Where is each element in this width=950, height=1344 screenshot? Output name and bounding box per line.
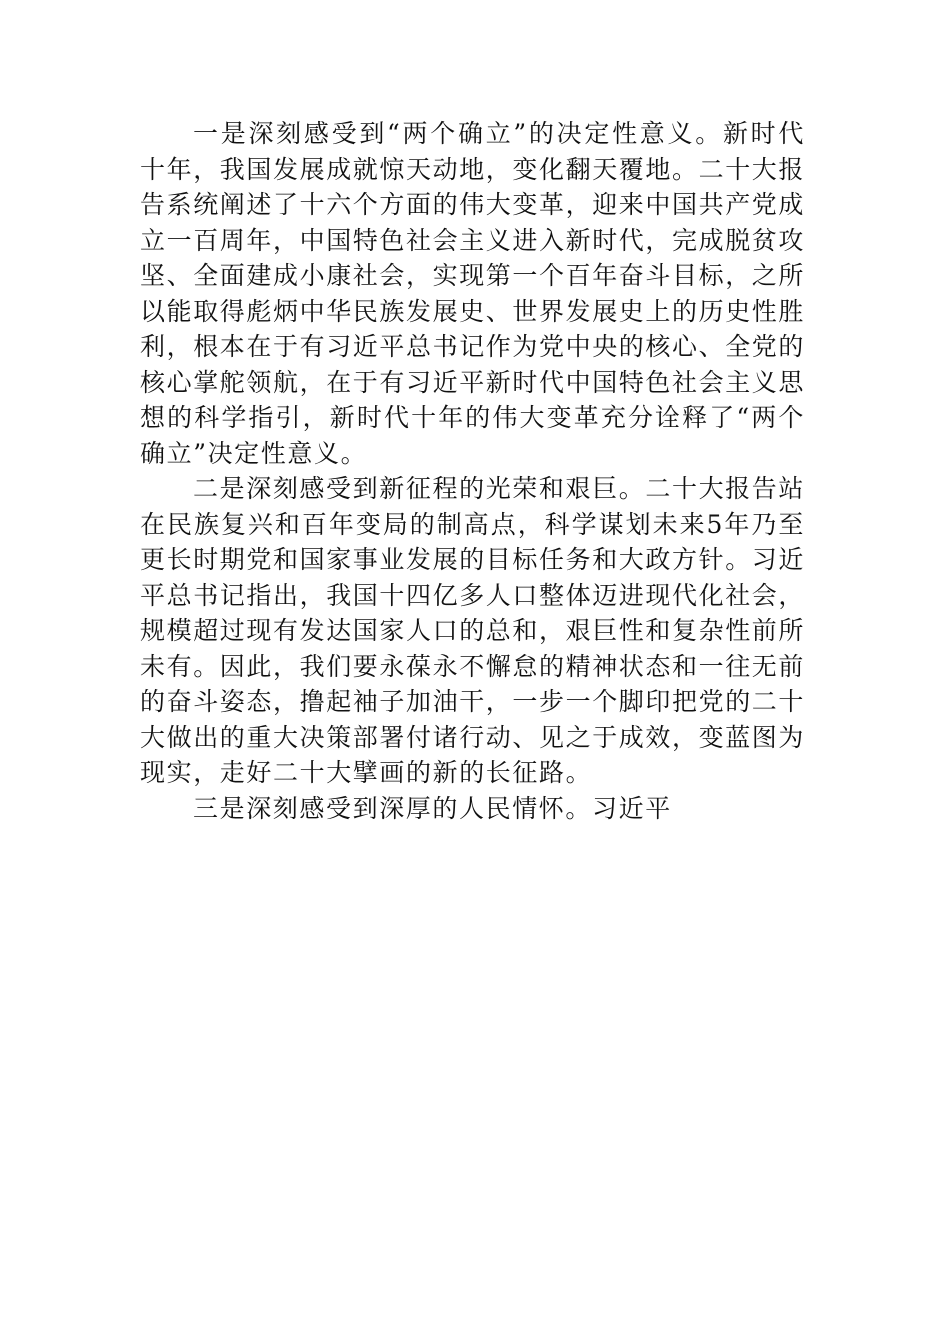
paragraph-new-journey: 二是深刻感受到新征程的光荣和艰巨。二十大报告站在民族复兴和百年变局的制高点，科学谋划未来5年乃至更长时期党和国家事业发展的目标任务和大政方针。习近平总书记指出，我国十四亿多人口整体迈进现代化社会，规模超过现有发达国家人口的总和，艰巨性和复杂性前所未有。因此，我们要永葆永不懈怠的精神状态和一往无前的奋斗姿态，撸起袖子加油干，一步一个脚印把党的二十大做出的重大决策部署付诸行动、见之于成效，变蓝图为现实，走好二十大擘画的新的长征路。 [140, 474, 806, 787]
paragraph-two-establishments: 一是深刻感受到“两个确立”的决定性意义。新时代十年，我国发展成就惊天动地，变化翻天覆地。二十大报告系统阐述了十六个方面的伟大变革，迎来中国共产党成立一百周年，中国特色社会主义进入新时代，完成脱贫攻坚、全面建成小康社会，实现第一个百年奋斗目标，之所以能取得彪炳中华民族发展史、世界发展史上的历史性胜利，根本在于有习近平总书记作为党中央的核心、全党的核心掌舵领航，在于有习近平新时代中国特色社会主义思想的科学指引，新时代十年的伟大变革充分诠释了“两个确立”决定性意义。 [140, 119, 806, 468]
paragraph-people-sentiment: 三是深刻感受到深厚的人民情怀。习近平 [193, 793, 672, 823]
document-body [140, 116, 805, 826]
